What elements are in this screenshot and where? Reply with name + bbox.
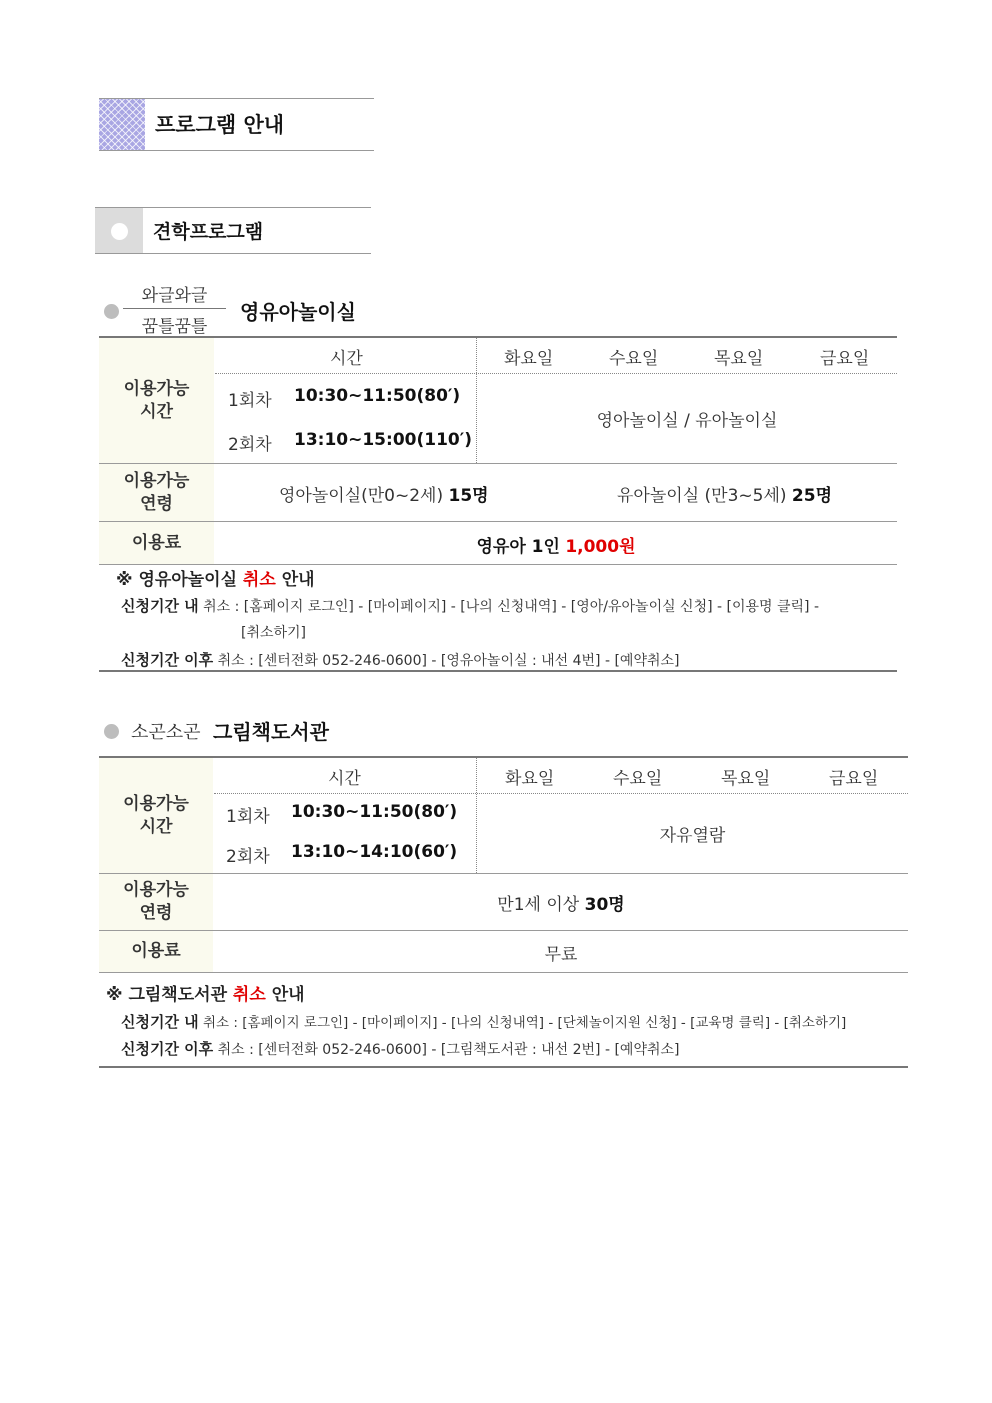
room2-fee-row — [99, 931, 908, 973]
room2-cancel-after-label: 신청기간 이후 — [121, 1040, 214, 1058]
room1-day-wed: 수요일 — [609, 349, 659, 369]
room2-cancel-title-red: 취소 — [232, 985, 266, 1005]
room2-cancel-after — [121, 1038, 679, 1059]
room2-cancel-within-text: 취소 : [홈페이지 로그인] - [마이페이지] - [나의 신청내역] - [단체놀이지원 신청] - [교육명 클릭] - [취소하기] — [202, 1015, 847, 1031]
room2-cancel-title-room: 그림책도서관 — [128, 985, 227, 1005]
room1-session1-time: 10:30~11:50(80′) — [294, 386, 461, 406]
room1-session2-label: 2회차 — [228, 435, 272, 455]
room1-cancel-after — [121, 649, 679, 670]
room1-fee-text: 영유아 1인 — [476, 537, 560, 557]
room1-prefix-line2: 꿈틀꿈틀 — [141, 317, 208, 337]
room2-bottom-rule — [99, 1066, 908, 1068]
room1-day-thu: 목요일 — [714, 349, 764, 369]
room2-session1-label: 1회차 — [226, 807, 270, 827]
room1-age-row — [99, 464, 897, 522]
room1-time-header: 시간 — [330, 349, 363, 369]
room1-cancel-title — [116, 565, 315, 590]
room1-cancel-within-cont: [취소하기] — [241, 625, 307, 641]
room1-cancel-title-room: 영유아놀이실 — [138, 570, 237, 590]
room2-reading-text: 자유열람 — [659, 826, 726, 846]
room1-table — [99, 336, 897, 565]
section-header — [95, 207, 371, 254]
room2-cancel-after-text: 취소 : [센터전화 052-246-0600] - [그림책도서관 : 내선 2번] - [예약취소] — [217, 1042, 680, 1058]
room1-cancel-after-label: 신청기간 이후 — [121, 651, 214, 669]
note-mark: ※ — [116, 570, 133, 590]
room1-cancel-within — [121, 595, 819, 616]
room1-age-infant — [279, 481, 489, 506]
room2-prefix: 소곤소곤 — [131, 722, 201, 743]
room2-column-divider — [476, 758, 477, 873]
room1-age-label: 이용가능 연령 — [99, 464, 214, 521]
room1-bottom-rule — [99, 670, 897, 672]
room2-day-wed: 수요일 — [613, 769, 663, 789]
header-pattern — [99, 99, 145, 150]
room1-age-toddler-count: 25명 — [791, 486, 832, 506]
room2-age-value — [214, 890, 908, 915]
room1-age-infant-count: 15명 — [448, 486, 489, 506]
section-marker — [95, 208, 143, 253]
room2-cancel-within — [121, 1011, 846, 1032]
room2-day-tue: 화요일 — [505, 769, 555, 789]
room1-column-divider — [476, 338, 477, 463]
room1-age-toddler-text: 유아놀이실 (만3~5세) — [617, 486, 787, 506]
room2-cancel-title-end: 안내 — [271, 985, 305, 1005]
room1-header-divider — [215, 373, 897, 374]
page-title: 프로그램 안내 — [155, 113, 285, 137]
room1-cancel-within-label: 신청기간 내 — [121, 597, 199, 615]
room1-fee-row — [99, 522, 897, 565]
room2-day-fri: 금요일 — [829, 769, 879, 789]
room1-cancel-within-text: 취소 : [홈페이지 로그인] - [마이페이지] - [나의 신청내역] - [영아/유아놀이실 신청] - [이용명 클릭] - — [203, 599, 820, 615]
room1-fee-label: 이용료 — [99, 522, 214, 564]
room1-title: 영유아놀이실 — [240, 300, 356, 324]
room2-cancel-within-label: 신청기간 내 — [121, 1013, 199, 1031]
room2-cancel-title — [106, 980, 305, 1005]
room1-day-tue: 화요일 — [504, 349, 554, 369]
note-mark: ※ — [106, 985, 123, 1005]
room1-prefix-line1: 와글와글 — [123, 281, 226, 309]
room2-time-header: 시간 — [328, 769, 361, 789]
room2-title: 그림책도서관 — [213, 720, 329, 744]
section-title: 견학프로그램 — [153, 221, 264, 243]
room1-session1-label: 1회차 — [228, 391, 272, 411]
room2-header-divider — [214, 793, 908, 794]
room1-prefix — [123, 281, 226, 337]
room2-hours-label: 이용가능 시간 — [99, 758, 213, 873]
room2-session2-label: 2회차 — [226, 847, 270, 867]
room2-hours-row — [99, 758, 908, 874]
room2-table — [99, 756, 908, 973]
room2-session2-time: 13:10~14:10(60′) — [291, 842, 458, 862]
room1-fee-value — [215, 532, 897, 557]
room1-rooms-text: 영아놀이실 / 유아놀이실 — [596, 411, 778, 431]
room1-day-fri: 금요일 — [820, 349, 870, 369]
room2-session1-time: 10:30~11:50(80′) — [291, 802, 458, 822]
main-header — [99, 98, 374, 151]
room2-age-row — [99, 874, 908, 931]
room1-cancel-title-end: 안내 — [281, 570, 315, 590]
room2-day-thu: 목요일 — [721, 769, 771, 789]
room2-age-label: 이용가능 연령 — [99, 874, 213, 930]
room2-fee-label: 이용료 — [99, 931, 213, 972]
circle-icon — [111, 223, 128, 240]
room1-hours-row — [99, 338, 897, 464]
room2-fee-value: 무료 — [544, 945, 578, 965]
room1-cancel-title-red: 취소 — [242, 570, 276, 590]
room1-age-toddler — [617, 481, 832, 506]
bullet-icon — [104, 304, 119, 319]
room1-age-infant-text: 영아놀이실(만0~2세) — [279, 486, 444, 506]
room1-fee-amount: 1,000원 — [565, 537, 636, 557]
bullet-icon — [104, 724, 119, 739]
room1-session2-time: 13:10~15:00(110′) — [294, 430, 472, 450]
room1-hours-label: 이용가능 시간 — [99, 338, 214, 463]
room2-age-count: 30명 — [584, 895, 625, 915]
room1-cancel-after-text: 취소 : [센터전화 052-246-0600] - [영유아놀이실 : 내선 4번] - [예약취소] — [217, 653, 680, 669]
room2-age-text: 만1세 이상 — [497, 895, 580, 915]
